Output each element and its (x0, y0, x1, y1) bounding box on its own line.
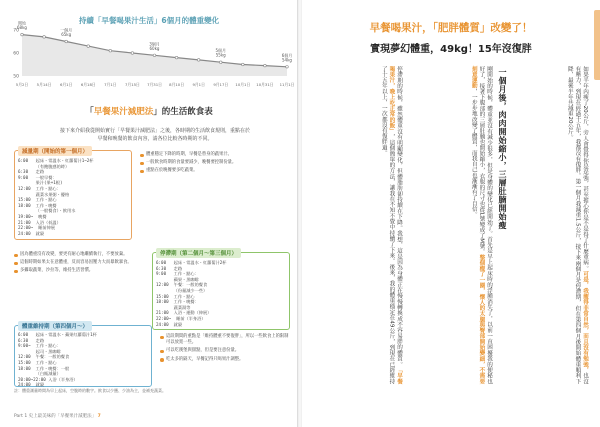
note-item: 一般飲食時期的食量要減少，晚餐要控制份量。 (140, 160, 290, 166)
menu-lines-plateau: 6:00 起床・常溫水・紅蘿蔔汁2杯 6:30 走路 9:00 工作・點心： 蘋果・黑咖啡 12:00 午餐：一般的餐食 （份量減少一些） 15:00 工作・點心 18:00 工作・晚餐： 蔬菜湯等 21:00 入浴・運動（伸展） 22:00~ 睡前（半身浴） 24:00 就寢 (156, 260, 227, 327)
menu-lines-reduction: 6:00 起床・常溫水・紅蘿蔔汁1~2杯 （有飽腹感的時） 6:30 走路 9:00 一般早餐： 果汁(果+1根) 12:00 工作・點心： 蔬菜水果粥・優格 15:00 工作・點心 18:00 工作・晚餐 （一般餐食）・飲用水 19:00~ 晚餐 21:00 入浴（低溫） 22:00~ 睡前伸展 24:00 就寢 (18, 158, 94, 236)
data-label: 5個月 (215, 48, 227, 54)
x-tick-label: 5月14日 (36, 82, 52, 87)
data-point (21, 33, 24, 36)
note-item: 這段期間的重點是「維持體重不要復胖」，所以一些飲食上的限制可以放寬一些。 (160, 334, 290, 346)
note-item: 可以吃漢堡與甜點，但是要注意份量。 (160, 348, 290, 354)
headline: 早餐喝果汁，「肥胖體質」改變了！ (369, 22, 533, 34)
footnote: 註：體重測量時間為早上起床，空腹時的數字。飲食以少鹽、少油為主，並補充蔬菜。 (14, 388, 166, 393)
x-tick-label: 10月31日 (256, 82, 274, 87)
section-title-pre: 「 (85, 107, 94, 117)
data-label: 68kg (17, 25, 27, 31)
column-2-text-b: ，一步步地改變了體質，而我自己也漸漸有了自信。 (470, 88, 477, 218)
menu-head-maintain: 體重維持期（第四個月～） (18, 321, 92, 331)
intro-text: 接下來介紹我從開始實行「早餐果汁減肥法」之後，各時期的生活飲食規則，重點在於早餐和晚餐的飲食內容，請各位比較各時期的不同。 (60, 128, 251, 142)
data-point (43, 36, 46, 39)
x-tick-label: 8月10日 (169, 82, 185, 87)
column-1-text-b: 也沒有壓力，到現在經過十五年，我都沒有復胖。第一個月我減重1.5公斤，接下來兩個月是停滯期，但在第四個月後開始體重順利下降，最後半年共減重20公斤。 (566, 66, 588, 385)
section-heading: 一個月後，肉肉開始縮小，三層肚腩開始瘦 (498, 68, 507, 230)
column-2 (410, 66, 492, 384)
x-tick-label: 7月1日 (104, 82, 117, 87)
note-item: 吃太多的隔天，早餐記得只喝果汁調整。 (160, 357, 290, 363)
data-point (286, 66, 289, 69)
x-tick-label: 10月1日 (235, 82, 251, 87)
right-page (302, 0, 600, 427)
note-item: 體重穩定下降的時期，早餐是替身的蔬果汁。 (140, 152, 290, 158)
x-tick-label: 6月1日 (59, 82, 73, 87)
column-2-emphasis: 整個瘦了一圈，懷人的太腿與臀部開始變細，不需要刻意運動 (470, 66, 485, 384)
menu-head-plateau: 停滯期（第二個月～第三個月） (156, 248, 241, 258)
left-page (0, 0, 298, 427)
data-point (219, 61, 222, 64)
data-label: 一個月 (60, 27, 73, 33)
notes-maintain (160, 334, 290, 365)
y-tick-label: 50 (13, 74, 19, 80)
subhead: 實現夢幻體重，49kg！15年沒復胖 (370, 44, 532, 55)
menu-head-reduction: 減量期（開始的第一個月） (18, 146, 92, 156)
page-number-left: 7 (97, 414, 101, 419)
x-tick-label: 9月17日 (213, 82, 229, 87)
section-title (0, 105, 298, 117)
chart-title: 持續「早餐喝果汁生活」6個月的體重變化 (78, 16, 220, 25)
menu-lines-maintain: 6:00 起床・常溫水・蘋果紅蘿蔔汁1杯 6:30 走路 9:00~ 工作・點心： 起司・黑咖啡 12:00 午餐：一般的餐食 15:00 工作・點心 18:00 工作・晚餐：一般 （白飯減量） 20:00~22:00 入浴（半身浴） 24:00 就寢 (18, 332, 97, 388)
column-1-text: 如果半年內瘦了20公斤，旁人會覺得你是逞強，甚至擔心你是不是得了什麼重病。 (582, 66, 588, 271)
data-label: 55kg (215, 52, 226, 58)
column-1 (514, 66, 588, 384)
section-title-post: 」的生活飲食表 (153, 107, 213, 117)
note-item: 這個時期如果太在意體重，反而容易因壓力大而暴飲暴食。 (14, 260, 146, 266)
data-point (242, 63, 245, 66)
data-label: 開始 (18, 20, 26, 26)
data-label: 6個月 (281, 52, 293, 58)
column-3-text-b: ，這個簡單的方法，讓我在不知不覺中持續了下來。後來，我的體重穩定在49公斤，到現在已經維持了十五年以上，一次都沒有復胖過。 (380, 66, 395, 384)
data-point (87, 45, 90, 48)
column-3-emphasis: 「早餐喝果汁，晚上吃正常的飯」 (388, 66, 402, 384)
data-label: 54kg (282, 57, 292, 63)
notes-reduction (140, 152, 290, 177)
column-3-text: 停滯期的時候，雖然體重沒有明顯變化，但體脂肪卻持續在下降。我想，這是因為身體正在慢慢轉換成不容易胖的體質。 (396, 66, 402, 368)
data-point (65, 40, 68, 43)
column-2-text: 剛開始的時候，體重並沒有減少很多，但是身體的變化已經開始了。首先是早上起床時的浮腫消失了，以前一直困擾我的便秘也好了，接著下腹部的三層肚腩也開始縮小，衣服的尺寸也從L號變成了M號。 (478, 66, 492, 384)
data-label: 60kg (149, 45, 160, 51)
column-3 (316, 66, 402, 384)
x-tick-label: 6月18日 (80, 82, 96, 87)
folio-left (14, 413, 101, 419)
data-point (153, 54, 156, 57)
data-point (131, 52, 134, 55)
note-item: 重點在於晚餐要多吃蔬菜。 (140, 168, 290, 174)
data-label: 65kg (61, 32, 72, 37)
section-title-highlight: 早餐果汁減肥法 (93, 107, 154, 117)
notes-plateau (14, 252, 146, 277)
x-tick-label: 7月15日 (124, 82, 140, 87)
folio-text: 史上最美味的「早餐果汁減肥法」 (28, 414, 97, 419)
x-tick-label: 9月1日 (192, 82, 205, 87)
data-point (197, 59, 200, 62)
note-item: 因為體重沒有改變，要更有耐心地繼續執行，不要放棄。 (14, 252, 146, 258)
note-item: 多攝取蔬菜、沙拉等，維持生活習慣。 (14, 268, 146, 274)
x-tick-label: 11月1日 (279, 82, 295, 87)
x-tick-label: 5月2日 (15, 82, 29, 87)
data-point (175, 56, 178, 59)
x-tick-label: 7月31日 (147, 82, 162, 87)
data-label: 3個月 (149, 41, 160, 47)
data-point (264, 64, 267, 67)
y-tick-label: 70 (13, 28, 19, 34)
column-1-emphasis: 可是，我瘦得非常自然，而且沒有勉強， (582, 271, 588, 373)
folio-part: Part 1 (14, 414, 28, 419)
y-tick-label: 60 (13, 51, 19, 57)
data-point (109, 49, 112, 52)
